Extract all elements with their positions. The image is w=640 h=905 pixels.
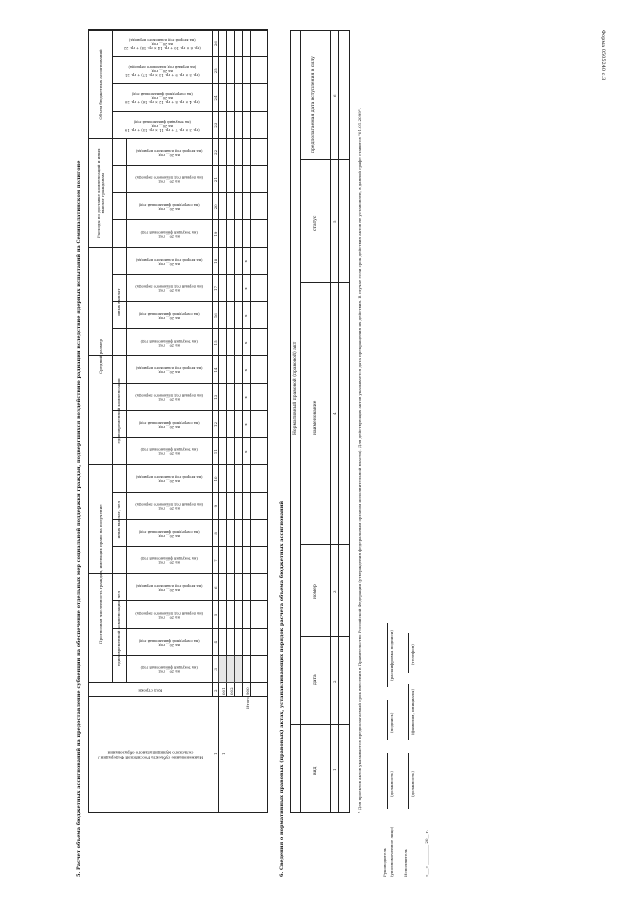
- total-cell-c17: x: [242, 287, 248, 290]
- s6-col-date: дата: [313, 674, 318, 685]
- cell-r1-c13[interactable]: [218, 384, 226, 411]
- cell-r1-c10[interactable]: [218, 465, 226, 492]
- row-code-001: 001: [221, 687, 226, 695]
- total-cell-c19[interactable]: [242, 220, 250, 247]
- colnum-5: 5: [213, 613, 218, 617]
- colnum-7: 7: [213, 559, 218, 562]
- formula-26: (гр. 6 × гр. 10 + гр. 14 × гр. 18) + гр. 22 на 20__ год (на второй год планового периода): [123, 37, 201, 50]
- total-cell-c26[interactable]: [242, 30, 250, 57]
- colnum-18: 18: [213, 258, 218, 264]
- section6-table: [290, 30, 350, 813]
- col-header-22: на 20__ год (на второй год планового периода): [135, 148, 203, 157]
- s6-num-5: 5: [332, 220, 337, 223]
- executor-fio: (фамилия, инициалы): [410, 688, 415, 735]
- s6-num-2: 2: [332, 680, 337, 683]
- col-header-17: на 20__ год (на первый год планового периода): [135, 284, 203, 293]
- colnum-14: 14: [213, 367, 218, 373]
- col-header-24: [112, 84, 212, 111]
- total-cell-c11: x: [242, 450, 248, 453]
- cell-r2-c17[interactable]: [226, 275, 234, 302]
- col-header-25: [112, 57, 212, 84]
- s6-num-4: 4: [332, 412, 337, 415]
- colnum-25: 25: [213, 68, 218, 74]
- colnum-8: 8: [213, 532, 218, 535]
- executor-position: (должность): [410, 771, 415, 797]
- total-cell-c4: [242, 629, 250, 656]
- section6-title: 6. Сведения о нормативных правовых (правовых) актах, устанавливающих порядок расчета объема бюджетных ассигнований: [279, 500, 285, 877]
- section6-group: Нормативный правовой (правовой) акт: [293, 341, 298, 435]
- s6-num-3: 3: [332, 590, 337, 593]
- cell-r2-c10[interactable]: [226, 465, 234, 492]
- group-budget-volume: Объем бюджетных ассигнований: [97, 49, 103, 120]
- colnum-23: 23: [213, 122, 218, 128]
- cell-r2-c13[interactable]: [226, 384, 234, 411]
- cell-r1-c15[interactable]: [218, 329, 226, 356]
- col-header-23: [112, 112, 212, 139]
- col-header-7: на 20__ год (на текущий финансовый год): [140, 556, 198, 565]
- colnum-9: 9: [213, 504, 218, 508]
- formula-23: (гр. 3 × гр. 7 + гр. 11 × гр. 15) + гр. 19 на 20__ год (на текущий финансовый год): [124, 119, 200, 132]
- total-cell-c12: x: [242, 423, 248, 426]
- total-cell-c6: [242, 574, 250, 601]
- shaded-cell: [218, 656, 242, 683]
- cell-r1-c12[interactable]: [218, 411, 226, 438]
- cell-r1-c24[interactable]: [218, 84, 226, 111]
- form-code: Форма 0505240 с.3: [600, 30, 606, 81]
- cell-r1-c7[interactable]: [218, 547, 226, 574]
- col-header-19: на 20__ год (на текущий финансовый год): [140, 230, 198, 239]
- colnum-1: 1: [213, 752, 218, 755]
- colnum-20: 20: [213, 204, 218, 210]
- colnum-19: 19: [213, 231, 218, 237]
- colnum-3: 3: [213, 668, 218, 671]
- cell-r2-c4[interactable]: [226, 629, 234, 656]
- cell-r1-c19[interactable]: [218, 220, 226, 247]
- total-cell-c16: x: [242, 314, 248, 317]
- col-header-9: на 20__ год (на первый год планового периода): [135, 502, 203, 511]
- col-header-26: [112, 30, 212, 57]
- formula-25: (гр. 5 × гр. 9 + гр. 13 × гр. 17) + гр. 21 на 20__ год (на первый год планового периода): [124, 64, 200, 78]
- total-cell-c5: [242, 601, 250, 628]
- cell-r2-c18[interactable]: [226, 248, 234, 275]
- cell-r1-c20[interactable]: [218, 193, 226, 220]
- colnum-21: 21: [213, 177, 218, 183]
- s6-num-6: 6: [332, 94, 337, 97]
- cell-r1-c8[interactable]: [218, 520, 226, 547]
- colnum-4: 4: [213, 640, 218, 644]
- col-header-12: на 20__ год (на очередной финансовый год): [138, 420, 200, 429]
- cell-r2-c9[interactable]: [226, 493, 234, 520]
- row-code-002: 002: [229, 687, 234, 695]
- executor-label: Исполнитель: [403, 849, 408, 877]
- col-header-6: на 20__ год (на второй год планового периода): [135, 583, 203, 592]
- col-header-15: на 20__ год (на текущий финансовый год): [140, 338, 198, 348]
- s6-col-status: статус: [313, 215, 318, 231]
- cell-r2-c16[interactable]: [226, 302, 234, 329]
- sub-avg-once: единовременной компенсации: [115, 378, 121, 444]
- col-header-8: на 20__ год (на очередной финансовый год): [138, 529, 200, 538]
- total-cell-c23[interactable]: [242, 112, 250, 139]
- total-cell-c13: x: [242, 396, 248, 399]
- formula-24: (гр. 4 × гр. 8 + гр. 12 × гр. 16) + гр. 20 на 20__ год (на очередной финансовый год): [124, 91, 200, 105]
- cell-r2-c24[interactable]: [226, 84, 234, 111]
- col-code-header: Код строки: [138, 688, 162, 694]
- total-cell-c22[interactable]: [242, 139, 250, 166]
- col-header-18: на 20__ год (на второй год планового периода): [135, 257, 203, 266]
- group-average-size: Средний размер: [97, 339, 103, 374]
- cell-r1-c11[interactable]: [218, 438, 226, 465]
- colnum-13: 13: [213, 394, 218, 400]
- total-cell-c14: x: [242, 368, 248, 372]
- cell-r1-c26[interactable]: [218, 30, 226, 57]
- cell-r2-c22[interactable]: [226, 139, 234, 166]
- s6-num-1: 1: [332, 768, 337, 771]
- total-cell-c18: x: [242, 260, 248, 263]
- s6-col-type: вид: [313, 766, 318, 775]
- sub-other-payments: иных выплат, чел: [115, 501, 121, 539]
- sign-date: «___» __________ 20__ г.: [424, 829, 429, 877]
- total-cell-c8: [242, 520, 250, 547]
- s6-col-name: наименование: [313, 400, 318, 435]
- colnum-10: 10: [213, 476, 218, 482]
- head-decoding: (расшифровка подписи): [389, 630, 394, 681]
- cell-r1-c17[interactable]: [218, 275, 226, 302]
- cell-r2-c21[interactable]: [226, 166, 234, 193]
- total-cell-c7: [242, 547, 250, 574]
- s6-col-expiry: предполагаемая дата вступления в силу: [311, 56, 316, 153]
- sub-once-compensation: единовременной компенсации, чел: [115, 590, 121, 667]
- cell-r1-c21[interactable]: [218, 166, 226, 193]
- cell-r1-c18[interactable]: [218, 248, 226, 275]
- col-header-21: на 20__ год (на первый год планового периода): [135, 175, 203, 184]
- sub-avg-other: иных выплат: [115, 288, 121, 316]
- col-header-20: на 20__ год (на очередной финансовый год): [138, 202, 200, 212]
- total-cell-c21[interactable]: [242, 166, 250, 193]
- colnum-22: 22: [213, 149, 218, 155]
- cell-r1-c22[interactable]: [218, 139, 226, 166]
- head-signature: (подпись): [389, 712, 394, 733]
- cell-r2-c19[interactable]: [226, 220, 234, 247]
- total-cell-c25[interactable]: [242, 57, 250, 84]
- cell-r2-c26[interactable]: [226, 30, 234, 57]
- colnum-2: 2: [213, 689, 218, 692]
- colnum-15: 15: [213, 340, 218, 346]
- colnum-24: 24: [213, 95, 218, 101]
- cell-r1-c6[interactable]: [218, 574, 226, 601]
- colnum-12: 12: [213, 421, 218, 428]
- section5-title: 5. Расчет объема бюджетных ассигнований на предоставление субвенции на обеспечение отдельных мер социальной поддержки граждан, подвергшихся воздействию радиации вследствие ядерных испытаний на Семипалатинском полигоне: [76, 160, 82, 877]
- colnum-17: 17: [213, 285, 218, 292]
- col-header-4: на 20__ год (на очередной финансовый год): [138, 638, 200, 647]
- cell-r2-c14[interactable]: [226, 357, 234, 384]
- footnote: ¹ Для проектов актов указывается предполагаемый срок внесения в Правительство Российской Федерации (утверждения федеральным органом исполнительной власти). Для действующих актов указывается дата прекращения их действия. В случае если срок действия актов не установлен, в данной графе ставится "01.01.2099".: [357, 108, 362, 813]
- total-cell-c3: [242, 656, 250, 683]
- col-header-3: на 20__ год (на текущий финансовый год): [140, 665, 198, 674]
- total-cell-c24[interactable]: [242, 84, 250, 111]
- executor-phone: (телефон): [410, 644, 415, 665]
- col-header-5: на 20__ год (на первый год планового периода): [135, 610, 203, 620]
- cell-r2-c15[interactable]: [226, 329, 234, 356]
- head-label: Руководитель: [382, 847, 387, 877]
- cell-r2-c12[interactable]: [226, 411, 234, 438]
- colnum-11: 11: [213, 449, 218, 455]
- cell-r1-c4[interactable]: [218, 629, 226, 656]
- s6-col-number: номер: [313, 584, 318, 599]
- cell-r2-c5[interactable]: [226, 601, 234, 628]
- colnum-16: 16: [213, 313, 218, 319]
- total-cell-c9: [242, 493, 250, 520]
- col-header-16: на 20__ год (на очередной финансовый год): [138, 311, 200, 320]
- cell-r2-c8[interactable]: [226, 520, 234, 547]
- cell-r2-c11[interactable]: [226, 438, 234, 465]
- col-header-13: на 20__ год (на первый год планового периода): [135, 393, 203, 402]
- col-header-14: на 20__ год (на второй год планового периода): [135, 366, 203, 375]
- col-name-header: Наименование субъекта Российской Федерации / сельского муниципального образования: [97, 751, 203, 761]
- cell-r2-c20[interactable]: [226, 193, 234, 220]
- cell-r2-c7[interactable]: [226, 547, 234, 574]
- cell-r2-c6[interactable]: [226, 574, 234, 601]
- cell-r1-c16[interactable]: [218, 302, 226, 329]
- cell-r1-c5[interactable]: [218, 601, 226, 628]
- colnum-26: 26: [213, 41, 218, 47]
- cell-r1-c23[interactable]: [218, 112, 226, 139]
- col-header-10: на 20__ год (на второй год планового периода): [135, 474, 203, 484]
- total-label: Итого: [245, 696, 250, 709]
- cell-r1-c9[interactable]: [218, 493, 226, 520]
- col-header-11: на 20__ год (на текущий финансовый год): [140, 447, 198, 456]
- cell-r2-c23[interactable]: [226, 112, 234, 139]
- cell-r1-c25[interactable]: [218, 57, 226, 84]
- head-sub: (уполномоченное лицо): [389, 826, 394, 877]
- cell-r2-c25[interactable]: [226, 57, 234, 84]
- total-cell-c20[interactable]: [242, 193, 250, 220]
- cell-r1-c14[interactable]: [218, 357, 226, 384]
- total-cell-c10: [242, 465, 250, 492]
- group-persons: Прогнозная численность граждан, имеющих право на получение: [97, 504, 103, 644]
- row-1-label: 1: [221, 752, 226, 755]
- colnum-6: 6: [213, 586, 218, 590]
- total-cell-c15: x: [242, 341, 248, 345]
- total-code: 900: [245, 687, 250, 695]
- group-delivery-expenses: Расходы по доставке компенсаций и иных выплат гражданам: [95, 148, 105, 239]
- head-position: (должность): [389, 771, 394, 797]
